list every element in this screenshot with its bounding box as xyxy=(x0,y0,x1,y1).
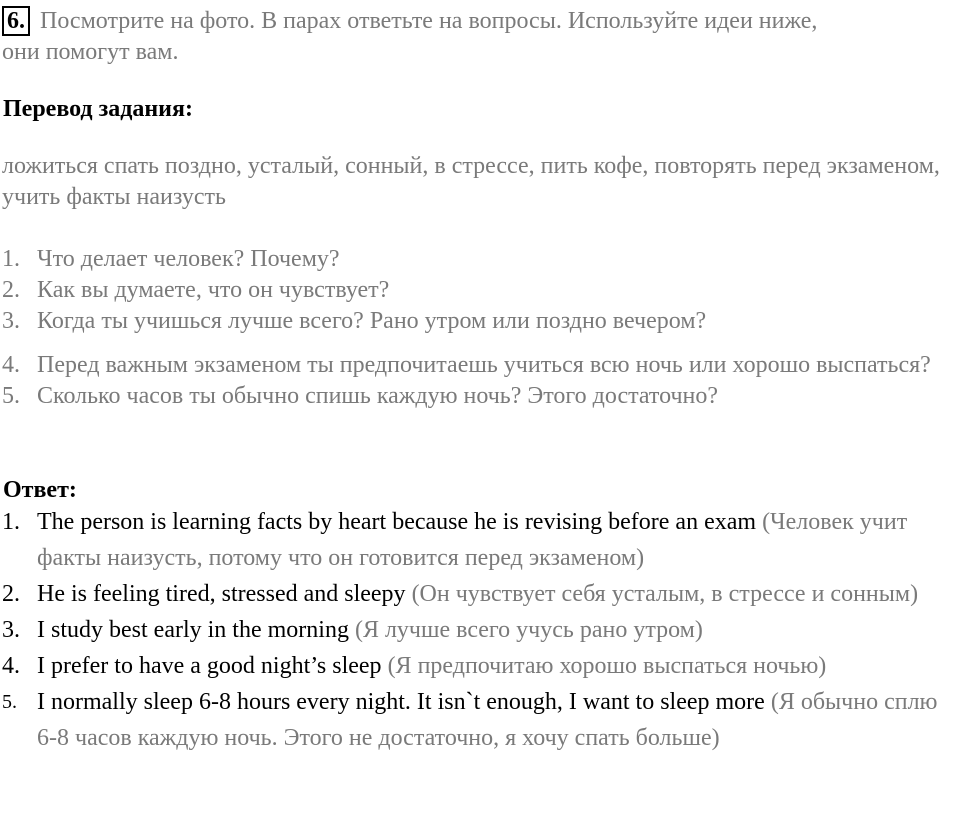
question-number: 2. xyxy=(2,277,20,303)
answer-heading: Ответ: xyxy=(3,477,77,503)
answer-russian: (Я предпочитаю хорошо выспаться ночью) xyxy=(387,653,827,679)
question-number: 4. xyxy=(2,352,20,378)
question-text: Перед важным экзаменом ты предпочитаешь учиться всю ночь или хорошо выспаться? xyxy=(37,352,931,378)
questions-list xyxy=(0,244,960,412)
task-instruction-line2: они помогут вам. xyxy=(2,39,179,65)
translation-heading: Перевод задания: xyxy=(3,96,193,122)
answer-item xyxy=(0,612,960,648)
question-text: Как вы думаете, что он чувствует? xyxy=(37,277,390,303)
question-item xyxy=(0,244,960,275)
task-number-box: 6. xyxy=(2,6,30,36)
answer-number: 2. xyxy=(2,581,20,607)
question-text: Что делает человек? Почему? xyxy=(37,246,340,272)
question-text: Сколько часов ты обычно спишь каждую ночь? Этого достаточно? xyxy=(37,383,719,409)
answer-item xyxy=(0,684,960,756)
question-item xyxy=(0,350,960,381)
answer-number: 3. xyxy=(2,617,20,643)
question-item xyxy=(0,275,960,306)
answer-item xyxy=(0,648,960,684)
question-number: 1. xyxy=(2,246,20,272)
answer-english: I prefer to have a good night’s sleep xyxy=(37,653,382,679)
answer-russian: (Я лучше всего учусь рано утром) xyxy=(354,617,703,643)
answer-number: 1. xyxy=(2,509,20,535)
answer-item xyxy=(0,576,960,612)
task-instruction-line1: Посмотрите на фото. В парах ответьте на вопросы. Используйте идеи ниже, xyxy=(40,8,818,34)
question-number: 3. xyxy=(2,308,20,334)
question-item xyxy=(0,306,960,337)
answer-english: The person is learning facts by heart because he is revising before an exam xyxy=(37,509,757,535)
answer-english: I study best early in the morning xyxy=(37,617,349,643)
answer-english: He is feeling tired, stressed and sleepy xyxy=(37,581,406,607)
question-item xyxy=(0,381,960,412)
answer-russian: (Он чувствует себя усталым, в стрессе и сонным) xyxy=(411,581,919,607)
question-text: Когда ты учишься лучше всего? Рано утром или поздно вечером? xyxy=(37,308,707,334)
answer-number: 5. xyxy=(2,691,17,713)
ideas-text: ложиться спать поздно, усталый, сонный, в стрессе, пить кофе, повторять перед экзаменом, учить факты наизусть xyxy=(2,153,940,210)
task-instruction xyxy=(2,4,952,38)
answer-russian: (Я обычно сплю 6-8 часов каждую ночь. Этого не достаточно, я хочу спать больше) xyxy=(37,689,938,751)
answer-english: I normally sleep 6-8 hours every night. It isn`t enough, I want to sleep more xyxy=(37,689,765,715)
question-number: 5. xyxy=(2,383,20,409)
answer-number: 4. xyxy=(2,653,20,679)
answer-item xyxy=(0,504,960,576)
answer-russian: (Человек учит факты наизусть, потому что он готовится перед экзаменом) xyxy=(37,509,908,571)
answers-list xyxy=(0,504,960,756)
